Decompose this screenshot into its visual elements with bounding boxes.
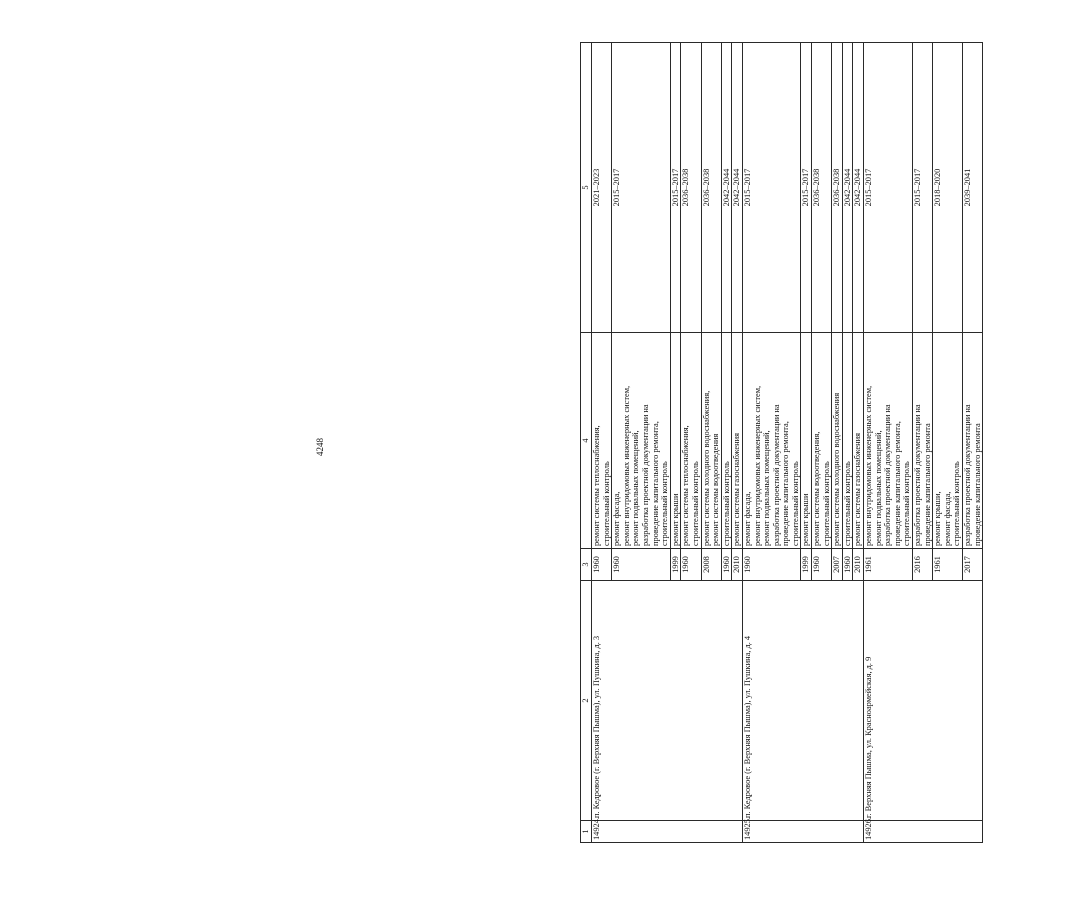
works-cell — [612, 333, 671, 549]
work-line: ремонт системы холодного водоснабжения, — [701, 390, 711, 546]
year-cell: 1999 — [801, 549, 812, 581]
work-line: строительный контроль — [660, 461, 670, 546]
work-line: ремонт системы водоотведения — [711, 433, 721, 546]
rotated-page — [580, 43, 1080, 843]
work-line: строительный контроль — [690, 461, 700, 546]
works-cell — [812, 333, 832, 549]
building-address: п. Кедровое (г. Верхняя Пышма), ул. Пушкина, д. 3 — [592, 581, 743, 821]
period-cell: 2015–2017 — [742, 43, 801, 333]
works-cell — [721, 333, 732, 549]
year-cell: 2010 — [732, 549, 743, 581]
work-line: строительный контроль — [821, 461, 831, 546]
year-cell: 1960 — [842, 549, 853, 581]
period-cell: 2036–2038 — [812, 43, 832, 333]
work-line: строительный контроль — [601, 461, 611, 546]
works-cell — [853, 333, 864, 549]
works-cell — [933, 333, 963, 549]
header-col-5: 5 — [581, 43, 592, 333]
work-line: ремонт крыши — [801, 493, 811, 546]
table-row — [592, 43, 612, 843]
work-line: разработка проектной документации на — [771, 404, 781, 546]
work-line: проведение капитального ремонта, — [892, 421, 902, 546]
work-line: разработка проектной документации на — [913, 404, 922, 546]
table-body — [592, 43, 983, 843]
work-line: ремонт системы теплоснабжения, — [592, 425, 601, 546]
work-line: строительный контроль — [842, 461, 852, 546]
repair-schedule-table — [580, 42, 983, 843]
work-line: ремонт крыши — [670, 493, 680, 546]
building-address: г. Верхняя Пышма, ул. Красноармейская, д. 9 — [864, 581, 983, 821]
work-line: разработка проектной документации на — [962, 404, 972, 546]
period-cell: 2018–2020 — [933, 43, 963, 333]
works-cell — [842, 333, 853, 549]
year-cell: 1960 — [612, 549, 671, 581]
year-cell: 2008 — [701, 549, 721, 581]
works-cell — [801, 333, 812, 549]
work-line: ремонт внутридомовых инженерных систем, — [752, 385, 762, 546]
period-cell: 2015–2017 — [913, 43, 933, 333]
year-cell: 1961 — [933, 549, 963, 581]
work-line: разработка проектной документации на — [883, 404, 893, 546]
work-line: ремонт внутридомовых инженерных систем, — [621, 385, 631, 546]
period-cell: 2036–2038 — [832, 43, 843, 333]
header-col-3: 3 — [581, 549, 592, 581]
works-cell — [864, 333, 913, 549]
table-row — [742, 43, 801, 843]
period-cell: 2042–2044 — [732, 43, 743, 333]
row-number: 14925. — [742, 821, 863, 843]
header-col-2: 2 — [581, 581, 592, 821]
work-line: проведение капитального ремонта — [922, 423, 932, 546]
year-cell: 2017 — [962, 549, 982, 581]
period-cell: 2036–2038 — [681, 43, 701, 333]
work-line: ремонт внутридомовых инженерных систем, — [864, 385, 874, 546]
works-cell — [592, 333, 612, 549]
period-cell: 2015–2017 — [864, 43, 913, 333]
table-row — [864, 43, 913, 843]
year-cell: 1960 — [592, 549, 612, 581]
works-cell — [742, 333, 801, 549]
period-cell: 2042–2044 — [853, 43, 864, 333]
work-line: ремонт фасада, — [942, 491, 952, 546]
row-number: 14924. — [592, 821, 743, 843]
work-line: строительный контроль — [790, 461, 800, 546]
year-cell: 1961 — [864, 549, 913, 581]
period-cell: 2015–2017 — [612, 43, 671, 333]
row-number: 14926. — [864, 821, 983, 843]
period-cell: 2015–2017 — [801, 43, 812, 333]
works-cell — [701, 333, 721, 549]
work-line: ремонт системы газоснабжения — [853, 433, 863, 546]
work-line: ремонт крыши, — [933, 491, 943, 546]
year-cell: 1960 — [742, 549, 801, 581]
header-row — [581, 43, 592, 843]
works-cell — [670, 333, 681, 549]
header-col-1: 1 — [581, 821, 592, 843]
period-cell: 2036–2038 — [701, 43, 721, 333]
period-cell: 2021–2023 — [592, 43, 612, 333]
work-line: ремонт подвальных помещений, — [873, 430, 883, 546]
works-cell — [732, 333, 743, 549]
works-cell — [681, 333, 701, 549]
work-line: ремонт подвальных помещений, — [762, 430, 772, 546]
work-line: строительный контроль — [902, 461, 912, 546]
year-cell: 1960 — [812, 549, 832, 581]
year-cell: 2016 — [913, 549, 933, 581]
work-line: ремонт системы холодного водоснабжения — [832, 392, 842, 546]
year-cell: 2007 — [832, 549, 843, 581]
work-line: строительный контроль — [721, 461, 731, 546]
work-line: ремонт системы водоотведения, — [812, 431, 822, 546]
work-line: разработка проектной документации на — [640, 404, 650, 546]
header-col-4: 4 — [581, 333, 592, 549]
year-cell: 1960 — [721, 549, 732, 581]
year-cell: 1960 — [681, 549, 701, 581]
year-cell: 2010 — [853, 549, 864, 581]
work-line: ремонт фасада, — [742, 491, 752, 546]
period-cell: 2015–2017 — [670, 43, 681, 333]
year-cell: 1999 — [670, 549, 681, 581]
work-line: проведение капитального ремонта — [972, 423, 982, 546]
works-cell — [962, 333, 982, 549]
page-number: 4248 — [315, 438, 325, 456]
works-cell — [832, 333, 843, 549]
work-line: строительный контроль — [952, 461, 962, 546]
building-address: п. Кедровое (г. Верхняя Пышма), ул. Пушкина, д. 4 — [742, 581, 863, 821]
work-line: проведение капитального ремонта, — [781, 421, 791, 546]
work-line: проведение капитального ремонта, — [650, 421, 660, 546]
works-cell — [913, 333, 933, 549]
work-line: ремонт подвальных помещений, — [631, 430, 641, 546]
period-cell: 2039–2041 — [962, 43, 982, 333]
period-cell: 2042–2044 — [842, 43, 853, 333]
period-cell: 2042–2044 — [721, 43, 732, 333]
work-line: ремонт системы газоснабжения — [732, 433, 742, 546]
work-line: ремонт фасада, — [612, 491, 622, 546]
work-line: ремонт системы теплоснабжения, — [681, 425, 691, 546]
